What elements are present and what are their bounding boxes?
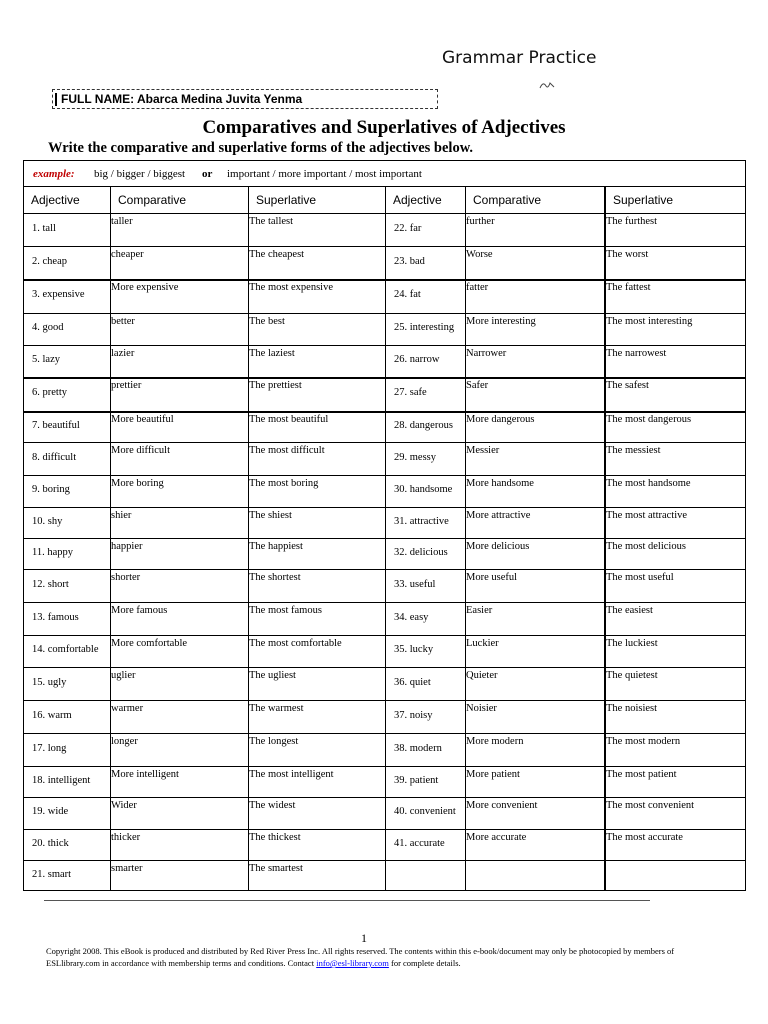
right-superlative-cell[interactable]: The most attractive [606, 510, 688, 521]
right-superlative-cell[interactable]: The most patient [606, 769, 677, 780]
right-superlative-cell[interactable]: The noisiest [606, 703, 658, 714]
right-comparative-cell[interactable]: Messier [466, 445, 500, 456]
right-superlative-cell[interactable]: The quietest [606, 670, 658, 681]
left-comparative-cell[interactable]: More famous [111, 605, 168, 616]
right-comparative-cell[interactable]: Luckier [466, 638, 499, 649]
right-comparative-cell[interactable]: Noisier [466, 703, 497, 714]
left-adjective-cell: 18. intelligent [32, 775, 91, 786]
full-name-text: FULL NAME: Abarca Medina Juvita Yenma [61, 92, 303, 106]
example-first: big / bigger / biggest [94, 168, 186, 180]
adjective-table [23, 160, 746, 891]
left-superlative-cell[interactable]: The most famous [249, 605, 322, 616]
left-comparative-cell[interactable]: More intelligent [111, 769, 179, 780]
left-comparative-cell[interactable]: cheaper [111, 249, 144, 260]
right-superlative-cell[interactable]: The most interesting [606, 316, 693, 327]
left-adjective-cell: 3. expensive [32, 289, 85, 300]
pen-mark-icon [538, 80, 556, 90]
left-superlative-cell[interactable]: The ugliest [249, 670, 296, 681]
right-comparative-cell[interactable]: More patient [466, 769, 520, 780]
right-superlative-cell[interactable]: The most handsome [606, 478, 691, 489]
left-superlative-cell[interactable]: The cheapest [249, 249, 305, 260]
left-adjective-cell: 12. short [32, 579, 69, 590]
right-superlative-cell[interactable]: The fattest [606, 282, 651, 293]
left-adjective-cell: 1. tall [32, 223, 56, 234]
example-label: example: [33, 168, 75, 180]
right-comparative-cell[interactable]: Narrower [466, 348, 507, 359]
left-superlative-cell[interactable]: The widest [249, 800, 296, 811]
left-adjective-cell: 21. smart [32, 869, 72, 880]
right-superlative-cell[interactable]: The most accurate [606, 832, 683, 843]
name-field-bar [55, 93, 57, 106]
right-adjective-cell: 37. noisy [394, 710, 433, 721]
left-superlative-cell[interactable]: The laziest [249, 348, 295, 359]
row-divider [24, 411, 745, 413]
right-comparative-cell[interactable]: Quieter [466, 670, 498, 681]
row-divider [24, 667, 745, 668]
left-comparative-cell[interactable]: Wider [111, 800, 137, 811]
left-superlative-cell[interactable]: The happiest [249, 541, 303, 552]
right-superlative-cell[interactable]: The messiest [606, 445, 661, 456]
copyright-text-end: for complete details. [388, 958, 461, 968]
row-divider [24, 213, 745, 214]
right-adjective-cell: 31. attractive [394, 516, 449, 527]
example-second: important / more important / most important [227, 168, 422, 180]
left-adjective-cell: 7. beautiful [32, 420, 80, 431]
right-adjective-cell: 24. fat [394, 289, 421, 300]
full-name-field[interactable] [52, 89, 438, 109]
left-superlative-cell[interactable]: The most beautiful [249, 414, 329, 425]
right-superlative-cell[interactable]: The most convenient [606, 800, 695, 811]
row-divider [24, 507, 745, 508]
right-superlative-cell[interactable]: The most modern [606, 736, 681, 747]
left-comparative-cell[interactable]: shorter [111, 572, 141, 583]
left-comparative-cell[interactable]: More expensive [111, 282, 179, 293]
right-comparative-cell[interactable]: More delicious [466, 541, 530, 552]
header-adjective-right: Adjective [393, 193, 442, 207]
right-comparative-cell[interactable]: further [466, 216, 495, 227]
header-comparative-right: Comparative [473, 193, 542, 207]
row-divider [24, 377, 745, 379]
row-divider [24, 766, 745, 767]
right-adjective-cell: 27. safe [394, 387, 427, 398]
left-adjective-cell: 9. boring [32, 484, 70, 495]
right-comparative-cell[interactable]: More modern [466, 736, 524, 747]
left-comparative-cell[interactable]: lazier [111, 348, 135, 359]
row-divider [24, 538, 745, 539]
instructions: Write the comparative and superlative forms of the adjectives below. [48, 140, 473, 156]
left-adjective-cell: 6. pretty [32, 387, 67, 398]
left-superlative-cell[interactable]: The most boring [249, 478, 319, 489]
right-adjective-cell: 33. useful [394, 579, 436, 590]
left-adjective-cell: 15. ugly [32, 677, 67, 688]
row-divider [24, 635, 745, 636]
left-adjective-cell: 4. good [32, 322, 64, 333]
right-superlative-cell[interactable]: The most delicious [606, 541, 686, 552]
left-superlative-cell[interactable]: The most comfortable [249, 638, 342, 649]
left-comparative-cell[interactable]: More boring [111, 478, 164, 489]
right-adjective-cell: 22. far [394, 223, 422, 234]
row-divider [24, 345, 745, 346]
header-label: Grammar Practice [442, 48, 597, 68]
right-comparative-cell[interactable]: More accurate [466, 832, 527, 843]
left-superlative-cell[interactable]: The thickest [249, 832, 301, 843]
copyright-text: Copyright 2008. This eBook is produced and distributed by Red River Press Inc. All rights reserved. The contents within this e-book/document may only be photocopied by members of ESLlibrary.com in accordance with membership terms and conditions. Contact [46, 946, 675, 968]
right-superlative-cell[interactable]: The most dangerous [606, 414, 692, 425]
right-adjective-cell: 36. quiet [394, 677, 431, 688]
right-superlative-cell[interactable]: The safest [606, 380, 649, 391]
row-divider [24, 246, 745, 247]
left-adjective-cell: 5. lazy [32, 354, 60, 365]
right-superlative-cell[interactable]: The most useful [606, 572, 674, 583]
example-row [24, 161, 745, 187]
left-comparative-cell[interactable]: uglier [111, 670, 136, 681]
left-superlative-cell[interactable]: The prettiest [249, 380, 302, 391]
left-adjective-cell: 8. difficult [32, 452, 77, 463]
right-comparative-cell[interactable]: More interesting [466, 316, 536, 327]
left-comparative-cell[interactable]: happier [111, 541, 143, 552]
footer-rule [44, 900, 650, 901]
left-superlative-cell[interactable]: The most difficult [249, 445, 325, 456]
row-divider [24, 442, 745, 443]
left-superlative-cell[interactable]: The warmest [249, 703, 304, 714]
left-adjective-cell: 19. wide [32, 806, 69, 817]
example-or: or [202, 168, 213, 180]
left-comparative-cell[interactable]: warmer [111, 703, 144, 714]
right-adjective-cell: 25. interesting [394, 322, 455, 333]
right-adjective-cell: 34. easy [394, 612, 429, 623]
right-adjective-cell: 30. handsome [394, 484, 453, 495]
right-comparative-cell[interactable]: Easier [466, 605, 493, 616]
left-adjective-cell: 17. long [32, 743, 67, 754]
right-adjective-cell: 29. messy [394, 452, 436, 463]
right-adjective-cell: 28. dangerous [394, 420, 453, 431]
left-adjective-cell: 20. thick [32, 838, 69, 849]
left-adjective-cell: 14. comfortable [32, 644, 99, 655]
right-superlative-cell[interactable]: The furthest [606, 216, 658, 227]
document-title: Comparatives and Superlatives of Adjectives [202, 117, 566, 138]
right-adjective-cell: 26. narrow [394, 354, 440, 365]
right-adjective-cell: 41. accurate [394, 838, 445, 849]
row-divider [24, 475, 745, 476]
left-adjective-cell: 2. cheap [32, 256, 67, 267]
right-comparative-cell[interactable]: More attractive [466, 510, 531, 521]
row-divider [24, 797, 745, 798]
right-adjective-cell: 38. modern [394, 743, 442, 754]
left-adjective-cell: 16. warm [32, 710, 72, 721]
right-superlative-cell[interactable]: The easiest [606, 605, 653, 616]
right-superlative-cell[interactable]: The worst [606, 249, 649, 260]
right-adjective-cell: 40. convenient [394, 806, 456, 817]
right-adjective-cell: 32. delicious [394, 547, 448, 558]
row-divider [24, 313, 745, 314]
row-divider [24, 860, 745, 861]
left-superlative-cell[interactable]: The most expensive [249, 282, 333, 293]
right-superlative-cell[interactable]: The luckiest [606, 638, 658, 649]
left-superlative-cell[interactable]: The most intelligent [249, 769, 334, 780]
right-comparative-cell[interactable]: More useful [466, 572, 518, 583]
left-comparative-cell[interactable]: prettier [111, 380, 142, 391]
left-comparative-cell[interactable]: More difficult [111, 445, 171, 456]
copyright-notice [46, 945, 686, 969]
row-divider [24, 279, 745, 281]
header-superlative-left: Superlative [256, 193, 317, 207]
header-adjective-left: Adjective [31, 193, 80, 207]
left-adjective-cell: 11. happy [32, 547, 74, 558]
right-comparative-cell[interactable]: fatter [466, 282, 489, 293]
header-superlative-right: Superlative [613, 193, 674, 207]
left-adjective-cell: 10. shy [32, 516, 63, 527]
row-divider [24, 700, 745, 701]
right-comparative-cell[interactable]: More handsome [466, 478, 534, 489]
row-divider [24, 602, 745, 603]
left-superlative-cell[interactable]: The longest [249, 736, 299, 747]
left-comparative-cell[interactable]: More comfortable [111, 638, 188, 649]
right-comparative-cell[interactable]: More dangerous [466, 414, 535, 425]
left-adjective-cell: 13. famous [32, 612, 79, 623]
contact-email-link[interactable]: info@esl-library.com [316, 958, 389, 968]
right-adjective-cell: 35. lucky [394, 644, 434, 655]
left-superlative-cell[interactable]: The shortest [249, 572, 301, 583]
left-comparative-cell[interactable]: better [111, 316, 135, 327]
left-comparative-cell[interactable]: taller [111, 216, 133, 227]
left-superlative-cell[interactable]: The shiest [249, 510, 292, 521]
right-comparative-cell[interactable]: Worse [466, 249, 493, 260]
left-superlative-cell[interactable]: The smartest [249, 863, 303, 874]
right-comparative-cell[interactable]: Safer [466, 380, 489, 391]
page-number: 1 [361, 931, 367, 945]
left-superlative-cell[interactable]: The tallest [249, 216, 294, 227]
right-comparative-cell[interactable]: More convenient [466, 800, 538, 811]
left-comparative-cell[interactable]: longer [111, 736, 138, 747]
left-comparative-cell[interactable]: smarter [111, 863, 143, 874]
left-comparative-cell[interactable]: shier [111, 510, 132, 521]
row-divider [24, 733, 745, 734]
right-adjective-cell: 39. patient [394, 775, 439, 786]
row-divider [24, 829, 745, 830]
right-adjective-cell: 23. bad [394, 256, 425, 267]
header-comparative-left: Comparative [118, 193, 187, 207]
row-divider [24, 569, 745, 570]
right-superlative-cell[interactable]: The narrowest [606, 348, 667, 359]
left-superlative-cell[interactable]: The best [249, 316, 285, 327]
left-comparative-cell[interactable]: More beautiful [111, 414, 174, 425]
left-comparative-cell[interactable]: thicker [111, 832, 141, 843]
